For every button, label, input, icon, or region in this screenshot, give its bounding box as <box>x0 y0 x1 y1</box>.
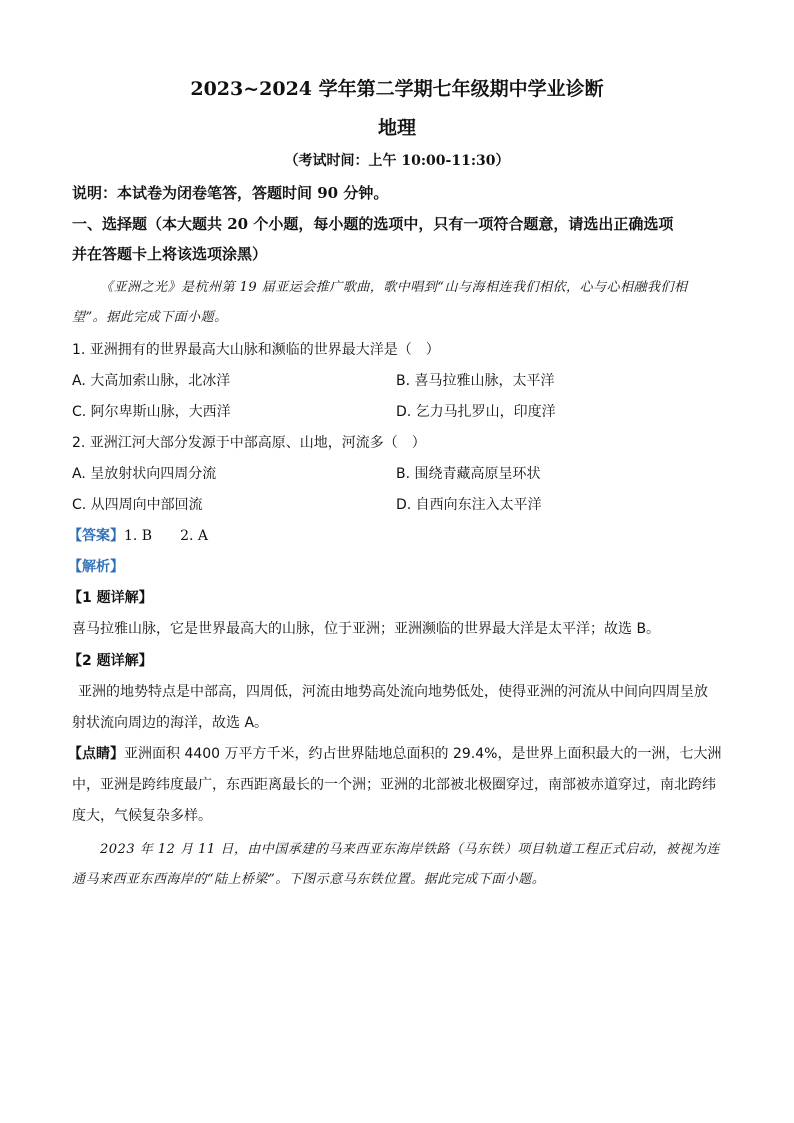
q1-option-d: D. 乞力马扎罗山，印度洋 <box>396 404 556 420</box>
highlight-tag: 【点睛】 <box>68 746 124 762</box>
passage1-line2: 望”。据此完成下面小题。 <box>72 310 228 325</box>
passage2-line1: 2023 年 12 月 11 日，由中国承建的马来西亚东海岸铁路（马东铁）项目轨道工程正式启动，被视为连 <box>100 842 720 857</box>
answer-text: 1. B 2. A <box>124 528 209 544</box>
q2-option-b: B. 围绕青藏高原呈环状 <box>396 466 541 482</box>
detail1-tag: 【1 题详解】 <box>68 590 153 606</box>
answer-line <box>68 525 208 545</box>
analysis-tag: 【解析】 <box>68 559 124 575</box>
q1-option-b: B. 喜马拉雅山脉，太平洋 <box>396 373 555 389</box>
section-heading-line2: 并在答题卡上将该选项涂黑） <box>72 245 268 263</box>
q2-option-d: D. 自西向东注入太平洋 <box>396 497 542 513</box>
detail2-line2: 射状流向周边的海洋，故选 A。 <box>72 715 269 731</box>
q2-option-c: C. 从四周向中部回流 <box>72 497 203 513</box>
notice: 说明：本试卷为闭卷笔答，答题时间 90 分钟。 <box>72 184 389 202</box>
highlight-line1 <box>68 743 721 763</box>
highlight-text: 亚洲面积 4400 万平方千米，约占世界陆地总面积的 29.4%，是世界上面积最大的一洲，七大洲 <box>124 746 722 762</box>
detail2-tag: 【2 题详解】 <box>68 653 153 669</box>
exam-time: （考试时间：上午 10:00-11:30） <box>284 153 510 169</box>
detail2-line1: 亚洲的地势特点是中部高，四周低，河流由地势高处流向地势低处，使得亚洲的河流从中间向四周呈放 <box>78 684 708 700</box>
highlight-line2: 中，亚洲是跨纬度最广，东西距离最长的一个洲；亚洲的北部被北极圈穿过，南部被赤道穿过，南北跨纬 <box>72 777 716 793</box>
detail1-text: 喜马拉雅山脉，它是世界最高大的山脉，位于亚洲；亚洲濒临的世界最大洋是太平洋；故选 B。 <box>72 621 661 637</box>
exam-title: 2023~2024 学年第二学期七年级期中学业诊断 <box>190 78 604 100</box>
q1-stem: 1. 亚洲拥有的世界最高大山脉和濒临的世界最大洋是（ ） <box>72 342 440 358</box>
q1-option-c: C. 阿尔卑斯山脉，大西洋 <box>72 404 231 420</box>
q2-stem: 2. 亚洲江河大部分发源于中部高原、山地，河流多（ ） <box>72 435 426 451</box>
passage1-line1: 《亚洲之光》是杭州第 19 届亚运会推广歌曲，歌中唱到“山与海相连我们相依，心与心相融我们相 <box>100 280 688 295</box>
subject-title: 地理 <box>377 117 416 139</box>
highlight-line3: 度大，气候复杂多样。 <box>72 808 212 824</box>
q2-option-a: A. 呈放射状向四周分流 <box>72 466 217 482</box>
answer-tag: 【答案】 <box>68 528 124 544</box>
passage2-line2: 通马来西亚东西海岸的“陆上桥梁”。下图示意马东铁位置。据此完成下面小题。 <box>72 872 546 887</box>
section-heading-line1: 一、选择题（本大题共 20 个小题，每小题的选项中，只有一项符合题意，请选出正确选项 <box>72 215 674 233</box>
q1-option-a: A. 大高加索山脉，北冰洋 <box>72 373 231 389</box>
